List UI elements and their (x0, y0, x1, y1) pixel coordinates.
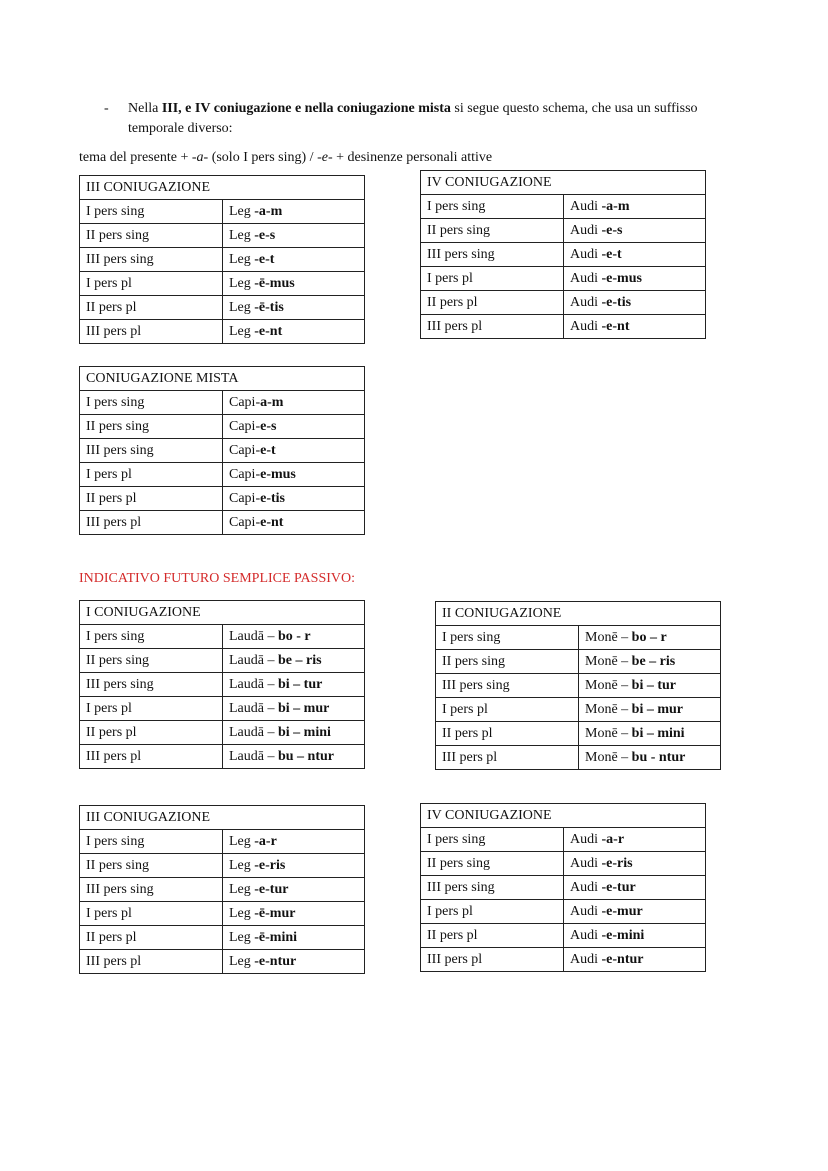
ending-text: bi – mur (277, 701, 330, 716)
intro-text-post: si segue questo schema, che usa un suffisso temporale diverso: (128, 101, 698, 136)
table-row (80, 830, 365, 854)
person-cell: III pers pl (80, 320, 223, 344)
table-row (421, 852, 706, 876)
person-cell: II pers pl (80, 487, 223, 511)
form-cell (223, 391, 365, 415)
table-title: III CONIUGAZIONE (80, 176, 365, 200)
person-cell: I pers pl (421, 900, 564, 924)
ending-text: -e-mur (601, 904, 643, 919)
table-row (80, 320, 365, 344)
person-cell: III pers sing (80, 248, 223, 272)
table-header-row (421, 171, 706, 195)
table-row (80, 926, 365, 950)
ending-text: bi – tur (277, 677, 323, 692)
table-row (80, 511, 365, 535)
formula-part: + desinenze personali attive (332, 150, 493, 165)
form-cell (564, 315, 706, 339)
form-cell (579, 722, 721, 746)
stem-text: Capi- (229, 491, 261, 506)
form-cell (564, 219, 706, 243)
stem-text: Leg (229, 204, 255, 219)
form-cell (223, 854, 365, 878)
ending-text: e-tis (260, 491, 285, 506)
table-header-row (80, 806, 365, 830)
table-row (80, 487, 365, 511)
stem-text: Audi (570, 223, 602, 238)
table-row (436, 722, 721, 746)
stem-text: Leg (229, 954, 255, 969)
form-cell (579, 698, 721, 722)
stem-text: Laudā – (229, 725, 278, 740)
table-row (80, 415, 365, 439)
intro-text-pre: Nella (128, 101, 162, 116)
form-cell (223, 320, 365, 344)
person-cell: II pers pl (80, 296, 223, 320)
table-title: I CONIUGAZIONE (80, 601, 365, 625)
formula-suffix-a: -a- (191, 150, 209, 165)
ending-text: bi – mini (277, 725, 331, 740)
table-row (80, 854, 365, 878)
table-title: IV CONIUGAZIONE (421, 171, 706, 195)
stem-text: Audi (570, 319, 602, 334)
intro-text (128, 99, 728, 139)
form-cell (223, 721, 365, 745)
stem-text: Audi (570, 832, 602, 847)
person-cell: I pers pl (80, 272, 223, 296)
stem-text: Capi- (229, 419, 261, 434)
table-row (80, 697, 365, 721)
table-row (436, 626, 721, 650)
formula-part: (solo I pers sing) / (208, 150, 318, 165)
stem-text: Leg (229, 324, 255, 339)
person-cell: II pers pl (421, 291, 564, 315)
stem-text: Leg (229, 252, 255, 267)
ending-text: bu – ntur (277, 749, 335, 764)
table-iv-coniugazione-attivo (420, 170, 706, 339)
ending-text: -ē-tis (254, 300, 284, 315)
person-cell: I pers sing (80, 830, 223, 854)
ending-text: -e-tur (601, 880, 636, 895)
stem-text: Audi (570, 271, 602, 286)
stem-text: Monē – (585, 750, 632, 765)
person-cell: II pers sing (421, 852, 564, 876)
table-row (80, 649, 365, 673)
form-cell (564, 267, 706, 291)
table-row (80, 721, 365, 745)
ending-text: -e-ris (254, 858, 286, 873)
person-cell: III pers sing (80, 878, 223, 902)
table-row (421, 267, 706, 291)
form-cell (223, 272, 365, 296)
form-cell (223, 511, 365, 535)
ending-text: bi – mur (631, 702, 684, 717)
table-iii-coniugazione-attivo (79, 175, 365, 344)
person-cell: III pers pl (80, 950, 223, 974)
form-cell (579, 674, 721, 698)
table-row (421, 291, 706, 315)
form-cell (564, 291, 706, 315)
table-row (421, 876, 706, 900)
table-row (421, 219, 706, 243)
stem-text: Capi- (229, 467, 261, 482)
ending-text: bo – r (631, 630, 667, 645)
ending-text: -e-nt (601, 319, 630, 334)
table-row (436, 746, 721, 770)
form-cell (564, 948, 706, 972)
table-row (80, 463, 365, 487)
ending-text: -ē-mini (254, 930, 298, 945)
form-cell (223, 697, 365, 721)
ending-text: bo - r (277, 629, 311, 644)
ending-text: -e-ntur (601, 952, 644, 967)
ending-text: -e-s (601, 223, 623, 238)
ending-text: -e-tis (601, 295, 632, 310)
table-row (436, 650, 721, 674)
ending-text: -e-mus (601, 271, 642, 286)
form-cell (564, 876, 706, 900)
ending-text: bu - ntur (631, 750, 686, 765)
stem-text: Leg (229, 930, 255, 945)
ending-text: bi – mini (631, 726, 685, 741)
ending-text: -e-mini (601, 928, 645, 943)
stem-text: Audi (570, 904, 602, 919)
person-cell: II pers pl (80, 926, 223, 950)
form-cell (223, 487, 365, 511)
stem-text: Leg (229, 228, 255, 243)
stem-text: Audi (570, 199, 602, 214)
stem-text: Capi- (229, 395, 261, 410)
person-cell: I pers pl (80, 902, 223, 926)
person-cell: I pers pl (436, 698, 579, 722)
table-row (421, 243, 706, 267)
stem-text: Monē – (585, 678, 632, 693)
ending-text: -e-ntur (254, 954, 297, 969)
table-coniugazione-mista (79, 366, 365, 535)
ending-text: -e-tur (254, 882, 289, 897)
stem-text: Monē – (585, 702, 632, 717)
form-cell (223, 439, 365, 463)
ending-text: -ē-mus (254, 276, 295, 291)
formula-part: tema del presente + (79, 150, 192, 165)
person-cell: I pers sing (80, 391, 223, 415)
person-cell: III pers sing (421, 876, 564, 900)
person-cell: II pers pl (436, 722, 579, 746)
ending-text: e-s (260, 419, 277, 434)
person-cell: I pers pl (80, 463, 223, 487)
table-row (80, 439, 365, 463)
form-cell (564, 900, 706, 924)
ending-text: -a-r (254, 834, 277, 849)
form-cell (223, 415, 365, 439)
table-title: III CONIUGAZIONE (80, 806, 365, 830)
form-cell (564, 852, 706, 876)
form-cell (223, 902, 365, 926)
table-iii-coniugazione-passivo (79, 805, 365, 974)
ending-text: be – ris (277, 653, 322, 668)
stem-text: Capi- (229, 515, 261, 530)
table-row (80, 625, 365, 649)
bullet-dash: - (104, 101, 109, 116)
person-cell: II pers sing (80, 415, 223, 439)
stem-text: Monē – (585, 726, 632, 741)
table-row (80, 673, 365, 697)
table-row (80, 200, 365, 224)
table-row (421, 900, 706, 924)
stem-text: Monē – (585, 654, 632, 669)
form-cell (223, 248, 365, 272)
stem-text: Audi (570, 856, 602, 871)
ending-text: -e-s (254, 228, 276, 243)
form-cell (223, 830, 365, 854)
form-cell (223, 950, 365, 974)
table-row (80, 272, 365, 296)
person-cell: III pers sing (80, 673, 223, 697)
ending-text: -e-ris (601, 856, 633, 871)
person-cell: III pers pl (436, 746, 579, 770)
stem-text: Leg (229, 300, 255, 315)
person-cell: III pers sing (80, 439, 223, 463)
form-cell (223, 745, 365, 769)
ending-text: a-m (260, 395, 284, 410)
table-row (80, 902, 365, 926)
ending-text: e-t (260, 443, 276, 458)
table-row (80, 296, 365, 320)
person-cell: II pers pl (80, 721, 223, 745)
table-header-row (421, 804, 706, 828)
table-i-coniugazione-passivo (79, 600, 365, 769)
table-title: CONIUGAZIONE MISTA (80, 367, 365, 391)
person-cell: I pers sing (421, 195, 564, 219)
table-row (80, 224, 365, 248)
stem-text: Audi (570, 295, 602, 310)
stem-text: Laudā – (229, 701, 278, 716)
ending-text: bi – tur (631, 678, 677, 693)
person-cell: I pers sing (436, 626, 579, 650)
intro-text-bold: III, e IV coniugazione e nella coniugazione mista (161, 101, 451, 116)
ending-text: e-nt (260, 515, 284, 530)
table-row (436, 698, 721, 722)
stem-text: Capi- (229, 443, 261, 458)
form-cell (579, 746, 721, 770)
form-cell (579, 650, 721, 674)
person-cell: I pers sing (80, 625, 223, 649)
ending-text: -a-m (601, 199, 630, 214)
person-cell: I pers pl (80, 697, 223, 721)
person-cell: III pers pl (80, 511, 223, 535)
person-cell: I pers pl (421, 267, 564, 291)
person-cell: I pers sing (80, 200, 223, 224)
person-cell: II pers sing (80, 224, 223, 248)
stem-text: Audi (570, 952, 602, 967)
ending-text: -e-t (601, 247, 622, 262)
stem-text: Leg (229, 834, 255, 849)
formula-suffix-e: -e- (317, 150, 333, 165)
stem-text: Leg (229, 882, 255, 897)
form-cell (223, 224, 365, 248)
table-row (421, 948, 706, 972)
table-header-row (80, 601, 365, 625)
table-row (80, 391, 365, 415)
ending-text: be – ris (631, 654, 676, 669)
form-cell (223, 625, 365, 649)
stem-text: Audi (570, 880, 602, 895)
table-row (436, 674, 721, 698)
table-row (421, 315, 706, 339)
table-row (80, 745, 365, 769)
person-cell: II pers pl (421, 924, 564, 948)
stem-text: Laudā – (229, 629, 278, 644)
stem-text: Audi (570, 247, 602, 262)
section-title-futuro-passivo: INDICATIVO FUTURO SEMPLICE PASSIVO: (79, 571, 356, 586)
person-cell: III pers pl (421, 948, 564, 972)
table-title: IV CONIUGAZIONE (421, 804, 706, 828)
stem-text: Monē – (585, 630, 632, 645)
form-cell (223, 926, 365, 950)
form-cell (564, 243, 706, 267)
table-header-row (80, 176, 365, 200)
table-header-row (436, 602, 721, 626)
person-cell: II pers sing (80, 854, 223, 878)
form-cell (223, 649, 365, 673)
person-cell: II pers sing (421, 219, 564, 243)
person-cell: I pers sing (421, 828, 564, 852)
ending-text: e-mus (260, 467, 296, 482)
form-cell (223, 673, 365, 697)
stem-text: Laudā – (229, 677, 278, 692)
form-cell (564, 924, 706, 948)
form-cell (223, 296, 365, 320)
person-cell: II pers sing (80, 649, 223, 673)
stem-text: Laudā – (229, 653, 278, 668)
table-row (421, 828, 706, 852)
ending-text: -a-m (254, 204, 283, 219)
stem-text: Leg (229, 858, 255, 873)
table-row (80, 950, 365, 974)
table-row (80, 878, 365, 902)
stem-text: Audi (570, 928, 602, 943)
form-cell (564, 195, 706, 219)
person-cell: III pers pl (421, 315, 564, 339)
table-iv-coniugazione-passivo (420, 803, 706, 972)
table-row (421, 195, 706, 219)
form-cell (579, 626, 721, 650)
person-cell: III pers pl (80, 745, 223, 769)
form-cell (223, 878, 365, 902)
table-title: II CONIUGAZIONE (436, 602, 721, 626)
ending-text: -ē-mur (254, 906, 296, 921)
form-cell (223, 200, 365, 224)
table-row (421, 924, 706, 948)
ending-text: -a-r (601, 832, 625, 847)
table-row (80, 248, 365, 272)
stem-text: Leg (229, 276, 255, 291)
form-cell (223, 463, 365, 487)
person-cell: III pers sing (436, 674, 579, 698)
person-cell: II pers sing (436, 650, 579, 674)
stem-text: Leg (229, 906, 255, 921)
formula-line (79, 148, 492, 168)
ending-text: -e-t (254, 252, 275, 267)
table-ii-coniugazione-passivo (435, 601, 721, 770)
ending-text: -e-nt (254, 324, 283, 339)
stem-text: Laudā – (229, 749, 278, 764)
form-cell (564, 828, 706, 852)
person-cell: III pers sing (421, 243, 564, 267)
table-header-row (80, 367, 365, 391)
